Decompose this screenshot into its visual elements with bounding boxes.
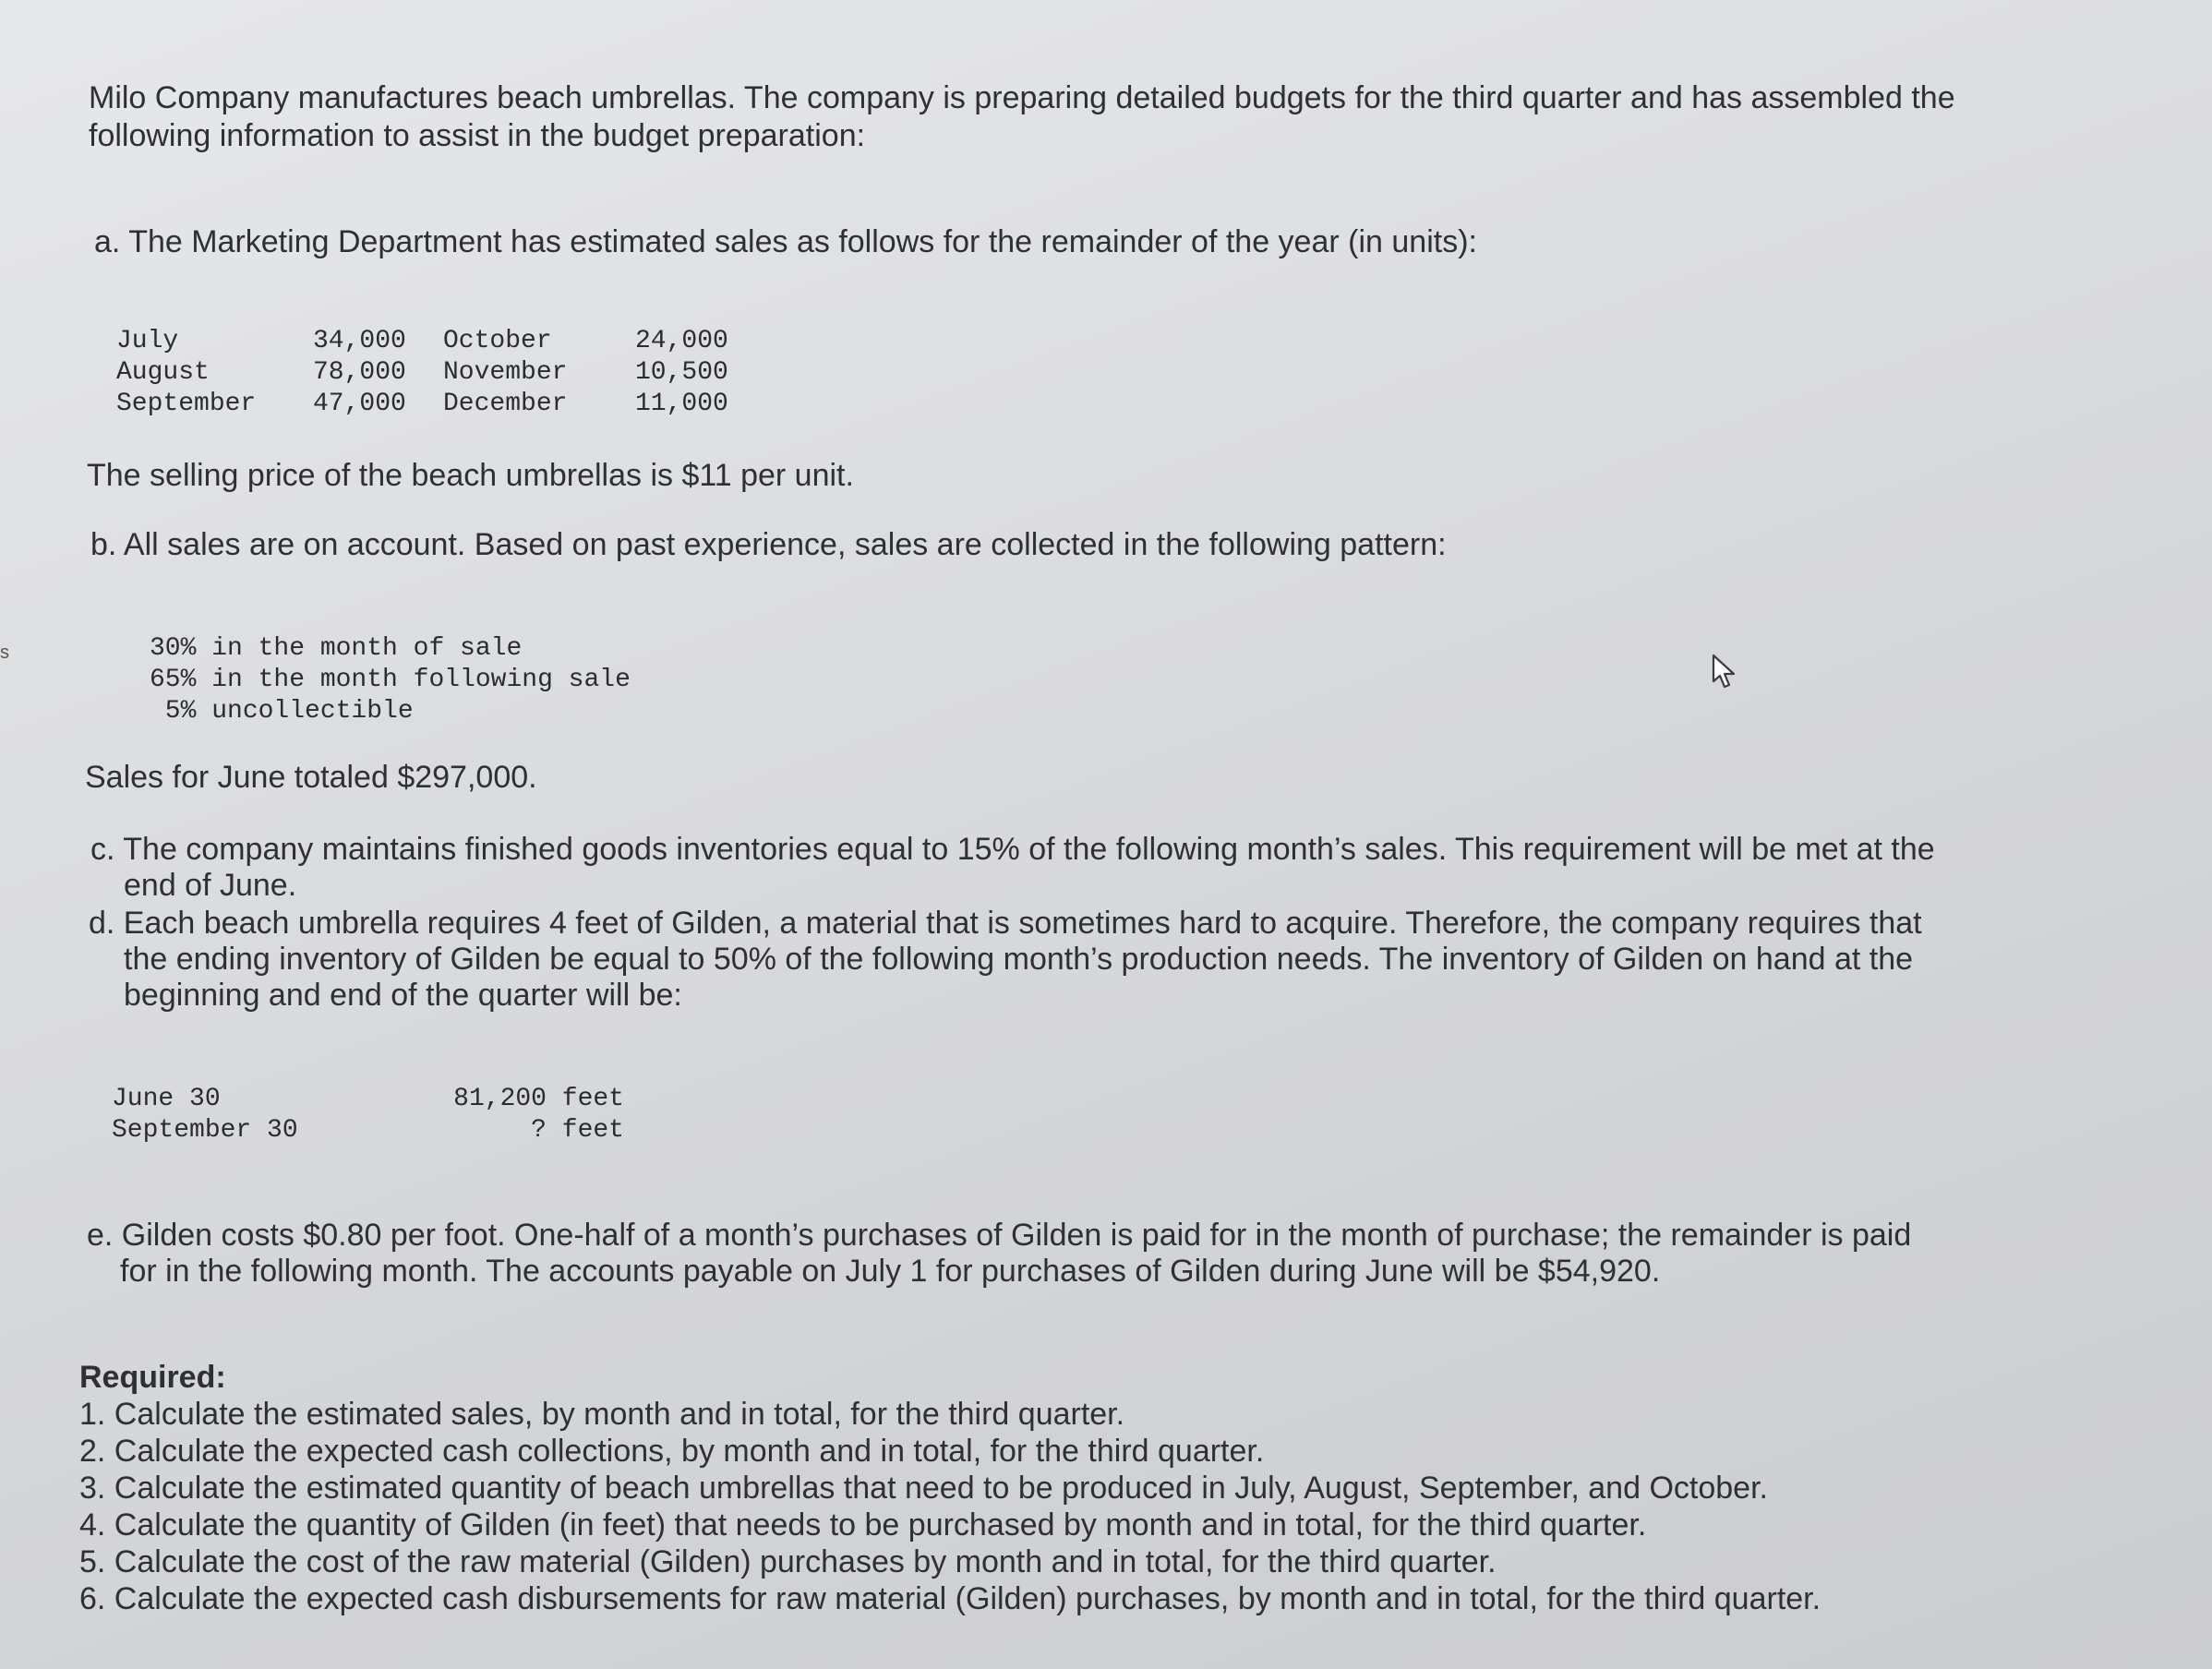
inventory-date: June 30 [112,1085,221,1113]
pattern-line: 30% in the month of sale [150,634,523,663]
sales-month: August [116,358,210,387]
required-item-5: 5. Calculate the cost of the raw material (Gilden) purchases by month and in total, for the third quarter. [79,1544,1497,1579]
inventory-value-text: 81,200 feet [453,1085,624,1113]
intro-line-2: following information to assist in the budget preparation: [89,118,866,153]
selling-price-text: The selling price of the beach umbrellas is $11 per unit. [87,458,854,493]
sales-units: 11,000 [635,390,728,418]
required-heading: Required: [79,1360,226,1395]
inventory-value [443,1084,624,1115]
inventory-value-text: ? feet [531,1116,624,1145]
item-e-line-2: for in the following month. The accounts payable on July 1 for purchases of Gilden during June will be $54,920. [120,1254,1661,1289]
sales-month: September [116,390,257,418]
sales-units: 24,000 [635,327,728,355]
pointer-arrow-icon [1710,652,1743,692]
sales-units: 34,000 [313,327,406,355]
intro-line-1: Milo Company manufactures beach umbrellas. The company is preparing detailed budgets for the third quarter and has assembled the [89,80,1955,115]
pattern-line: 65% in the month following sale [150,666,631,694]
required-item-4: 4. Calculate the quantity of Gilden (in feet) that needs to be purchased by month and in total, for the third quarter. [79,1507,1647,1543]
sales-month: October [443,327,552,355]
required-item-1: 1. Calculate the estimated sales, by month and in total, for the third quarter. [79,1397,1125,1432]
item-a-text: a. The Marketing Department has estimated sales as follows for the remainder of the year (in units): [94,224,1477,259]
sales-month: July [116,327,179,355]
sales-units: 78,000 [313,358,406,387]
sales-month: December [443,390,568,418]
item-d-line-1: d. Each beach umbrella requires 4 feet of Gilden, a material that is sometimes hard to acquire. Therefore, the company requires that [89,906,1922,941]
pattern-line: 5% uncollectible [150,697,414,726]
item-b-text: b. All sales are on account. Based on past experience, sales are collected in the following pattern: [90,527,1447,562]
sales-month: November [443,358,568,387]
sales-units: 47,000 [313,390,406,418]
june-sales-text: Sales for June totaled $297,000. [85,760,537,795]
item-d-line-3: beginning and end of the quarter will be: [124,978,682,1013]
edge-glyph: s [0,642,9,663]
sales-units: 10,500 [635,358,728,387]
inventory-date: September 30 [112,1116,298,1145]
item-e-line-1: e. Gilden costs $0.80 per foot. One-half of a month’s purchases of Gilden is paid for in the month of purchase; the remainder is paid [87,1218,1912,1253]
item-d-line-2: the ending inventory of Gilden be equal to 50% of the following month’s production needs. The inventory of Gilden on hand at the [124,942,1914,977]
inventory-value [443,1115,624,1147]
item-c-line-2: end of June. [124,868,297,903]
required-item-6: 6. Calculate the expected cash disbursements for raw material (Gilden) purchases, by month and in total, for the third quarter. [79,1581,1821,1616]
required-item-3: 3. Calculate the estimated quantity of beach umbrellas that need to be produced in July, August, September, and October. [79,1471,1768,1506]
item-c-line-1: c. The company maintains finished goods inventories equal to 15% of the following month’s sales. This requirement will be met at the [90,832,1935,867]
required-item-2: 2. Calculate the expected cash collections, by month and in total, for the third quarter. [79,1434,1265,1469]
